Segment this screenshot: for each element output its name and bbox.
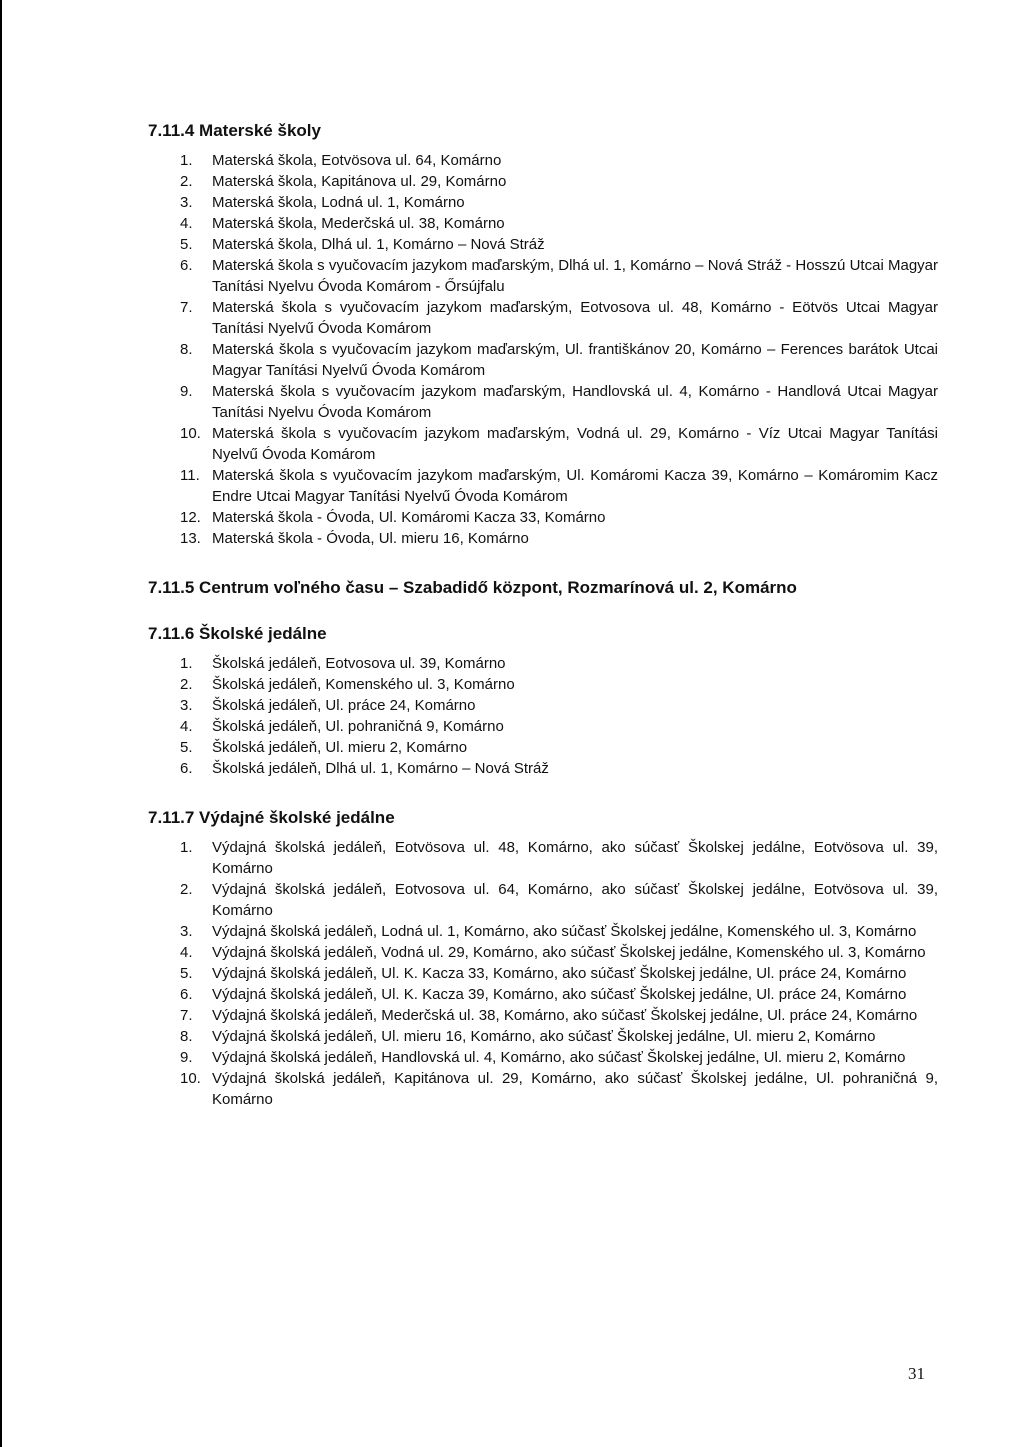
- spacer: [148, 779, 938, 807]
- list-item: 9. Materská škola s vyučovacím jazykom maďarským, Handlovská ul. 4, Komárno - Handlová Utcai Magyar Tanítási Nyelvu Óvoda Komárom: [180, 383, 938, 421]
- list-vydajne-skolske-jedalne: [148, 837, 938, 1110]
- list-item: 7. Výdajná školská jedáleň, Mederčská ul. 38, Komárno, ako súčasť Školskej jedálne, Ul. práce 24, Komárno: [180, 1007, 918, 1024]
- list-item: 3. Výdajná školská jedáleň, Lodná ul. 1, Komárno, ako súčasť Školskej jedálne, Komenského ul. 3, Komárno: [180, 923, 917, 940]
- list-item: 3. Materská škola, Lodná ul. 1, Komárno: [180, 194, 465, 211]
- section-heading-materske-skoly: 7.11.4 Materské školy: [148, 121, 321, 140]
- list-item: 2. Materská škola, Kapitánova ul. 29, Komárno: [180, 173, 507, 190]
- list-item: 10. Výdajná školská jedáleň, Kapitánova ul. 29, Komárno, ako súčasť Školskej jedálne, Ul. pohraničná 9, Komárno: [180, 1070, 938, 1108]
- list-item: 7. Materská škola s vyučovacím jazykom maďarským, Eotvosova ul. 48, Komárno - Eötvös Utcai Magyar Tanítási Nyelvű Óvoda Komárom: [180, 299, 938, 337]
- list-item: 13. Materská škola - Óvoda, Ul. mieru 16, Komárno: [180, 530, 529, 547]
- scan-edge: [0, 0, 2, 1447]
- list-item: 6. Školská jedáleň, Dlhá ul. 1, Komárno – Nová Stráž: [180, 760, 549, 777]
- list-item: 10. Materská škola s vyučovacím jazykom maďarským, Vodná ul. 29, Komárno - Víz Utcai Magyar Tanítási Nyelvű Óvoda Komárom: [180, 425, 938, 463]
- list-item: 5. Školská jedáleň, Ul. mieru 2, Komárno: [180, 739, 468, 756]
- list-item: 11. Materská škola s vyučovacím jazykom maďarským, Ul. Komáromi Kacza 39, Komárno – Komáromim Kacz Endre Utcai Magyar Tanítási Nyelvű Óvoda Komárom: [180, 467, 938, 505]
- list-item: 4. Materská škola, Mederčská ul. 38, Komárno: [180, 215, 505, 232]
- list-item: 6. Materská škola s vyučovacím jazykom maďarským, Dlhá ul. 1, Komárno – Nová Stráž - Hosszú Utcai Magyar Tanítási Nyelvu Óvoda Komárom - Őrsújfalu: [180, 257, 938, 295]
- list-item: 12. Materská škola - Óvoda, Ul. Komáromi Kacza 33, Komárno: [180, 509, 606, 526]
- list-item: 8. Materská škola s vyučovacím jazykom maďarským, Ul. františkánov 20, Komárno – Ferences barátok Utcai Magyar Tanítási Nyelvű Óvoda Komárom: [180, 341, 938, 379]
- page-number: 31: [908, 1364, 925, 1383]
- list-skolske-jedalne: [148, 653, 938, 779]
- list-materske-skoly: [148, 150, 938, 549]
- list-item: 9. Výdajná školská jedáleň, Handlovská ul. 4, Komárno, ako súčasť Školskej jedálne, Ul. mieru 2, Komárno: [180, 1049, 906, 1066]
- list-item: 4. Výdajná školská jedáleň, Vodná ul. 29, Komárno, ako súčasť Školskej jedálne, Komenského ul. 3, Komárno: [180, 944, 926, 961]
- list-item: 3. Školská jedáleň, Ul. práce 24, Komárno: [180, 697, 476, 714]
- list-item: 1. Školská jedáleň, Eotvosova ul. 39, Komárno: [180, 655, 506, 672]
- page-content: [148, 120, 938, 1110]
- list-item: 8. Výdajná školská jedáleň, Ul. mieru 16, Komárno, ako súčasť Školskej jedálne, Ul. mieru 2, Komárno: [180, 1028, 876, 1045]
- spacer: [148, 599, 938, 623]
- list-item: 4. Školská jedáleň, Ul. pohraničná 9, Komárno: [180, 718, 504, 735]
- list-item: 2. Školská jedáleň, Komenského ul. 3, Komárno: [180, 676, 515, 693]
- list-item: 5. Výdajná školská jedáleň, Ul. K. Kacza 33, Komárno, ako súčasť Školskej jedálne, Ul. práce 24, Komárno: [180, 965, 907, 982]
- section-heading-centrum-volneho-casu: 7.11.5 Centrum voľného času – Szabadidő központ, Rozmarínová ul. 2, Komárno: [148, 578, 797, 597]
- section-heading-vydajne-skolske-jedalne: 7.11.7 Výdajné školské jedálne: [148, 808, 395, 827]
- list-item: 5. Materská škola, Dlhá ul. 1, Komárno – Nová Stráž: [180, 236, 545, 253]
- list-item: 1. Materská škola, Eotvösova ul. 64, Komárno: [180, 152, 502, 169]
- spacer: [148, 549, 938, 577]
- section-heading-skolske-jedalne: 7.11.6 Školské jedálne: [148, 624, 327, 643]
- list-item: 6. Výdajná školská jedáleň, Ul. K. Kacza 39, Komárno, ako súčasť Školskej jedálne, Ul. práce 24, Komárno: [180, 986, 907, 1003]
- list-item: 1. Výdajná školská jedáleň, Eotvösova ul. 48, Komárno, ako súčasť Školskej jedálne, Eotvösova ul. 39, Komárno: [180, 839, 938, 877]
- list-item: 2. Výdajná školská jedáleň, Eotvosova ul. 64, Komárno, ako súčasť Školskej jedálne, Eotvösova ul. 39, Komárno: [180, 881, 938, 919]
